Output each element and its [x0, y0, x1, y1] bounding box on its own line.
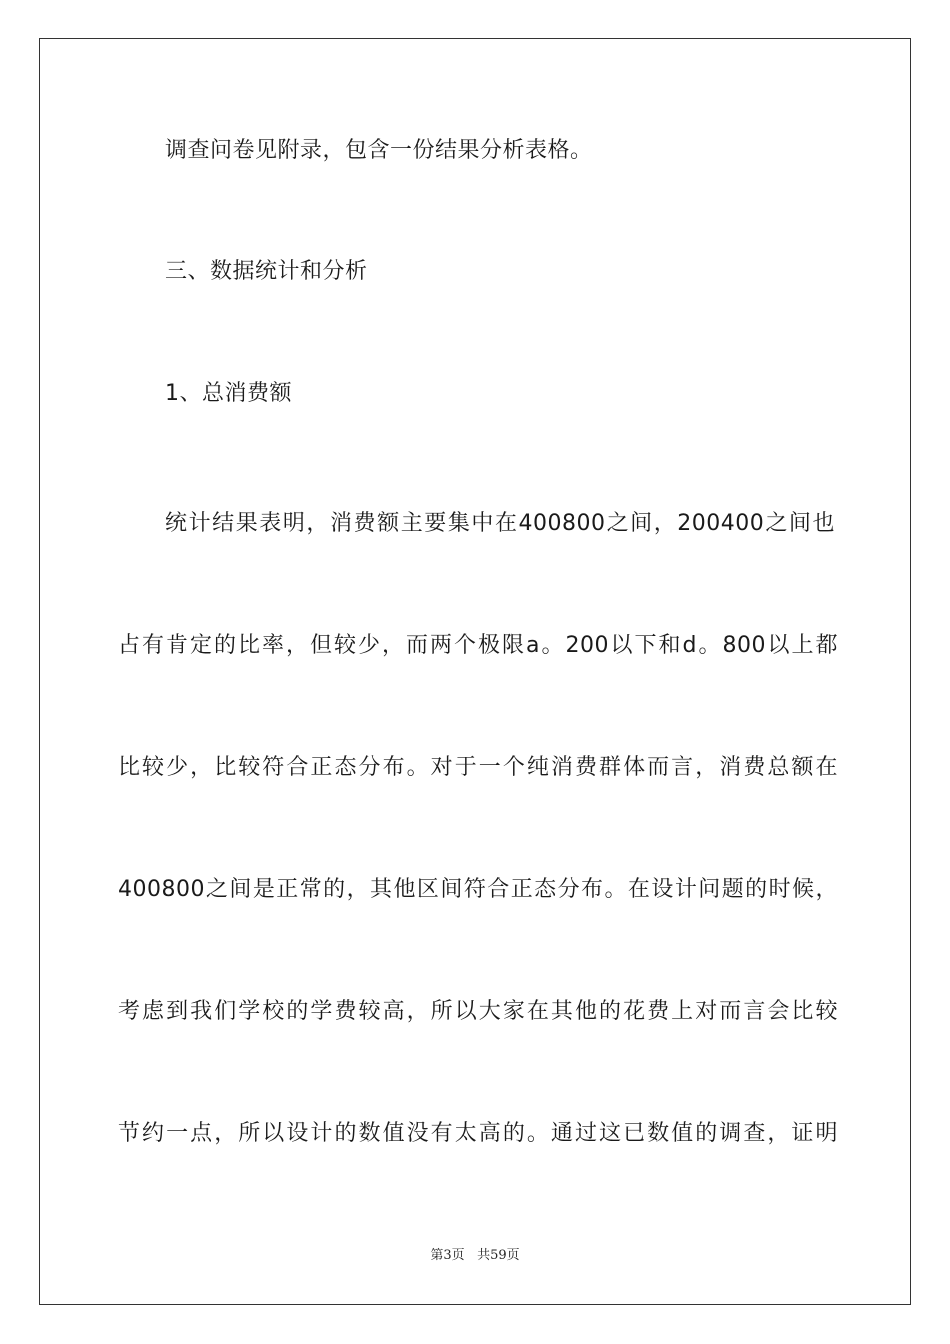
- body-line-2: 占有肯定的比率，但较少，而两个极限a。200以下和d。800以上都: [118, 633, 838, 658]
- page-footer: [0, 1247, 950, 1265]
- page-total: 共59页: [477, 1248, 520, 1263]
- body-line-3: 比较少，比较符合正态分布。对于一个纯消费群体而言，消费总额在: [118, 755, 838, 780]
- subsection-heading: 1、总消费额: [165, 381, 292, 406]
- body-line-6: 节约一点，所以设计的数值没有太高的。通过这已数值的调查，证明: [118, 1121, 838, 1146]
- body-line-1: 统计结果表明，消费额主要集中在400800之间，200400之间也: [165, 511, 835, 536]
- body-line-5: 考虑到我们学校的学费较高，所以大家在其他的花费上对而言会比较: [118, 999, 838, 1024]
- section-heading: 三、数据统计和分析: [165, 259, 368, 284]
- paragraph-appendix-note: 调查问卷见附录，包含一份结果分析表格。: [165, 138, 593, 163]
- page-number: 第3页: [430, 1248, 465, 1263]
- page-border: [39, 38, 911, 1305]
- body-line-4: 400800之间是正常的，其他区间符合正态分布。在设计问题的时候，: [118, 877, 838, 902]
